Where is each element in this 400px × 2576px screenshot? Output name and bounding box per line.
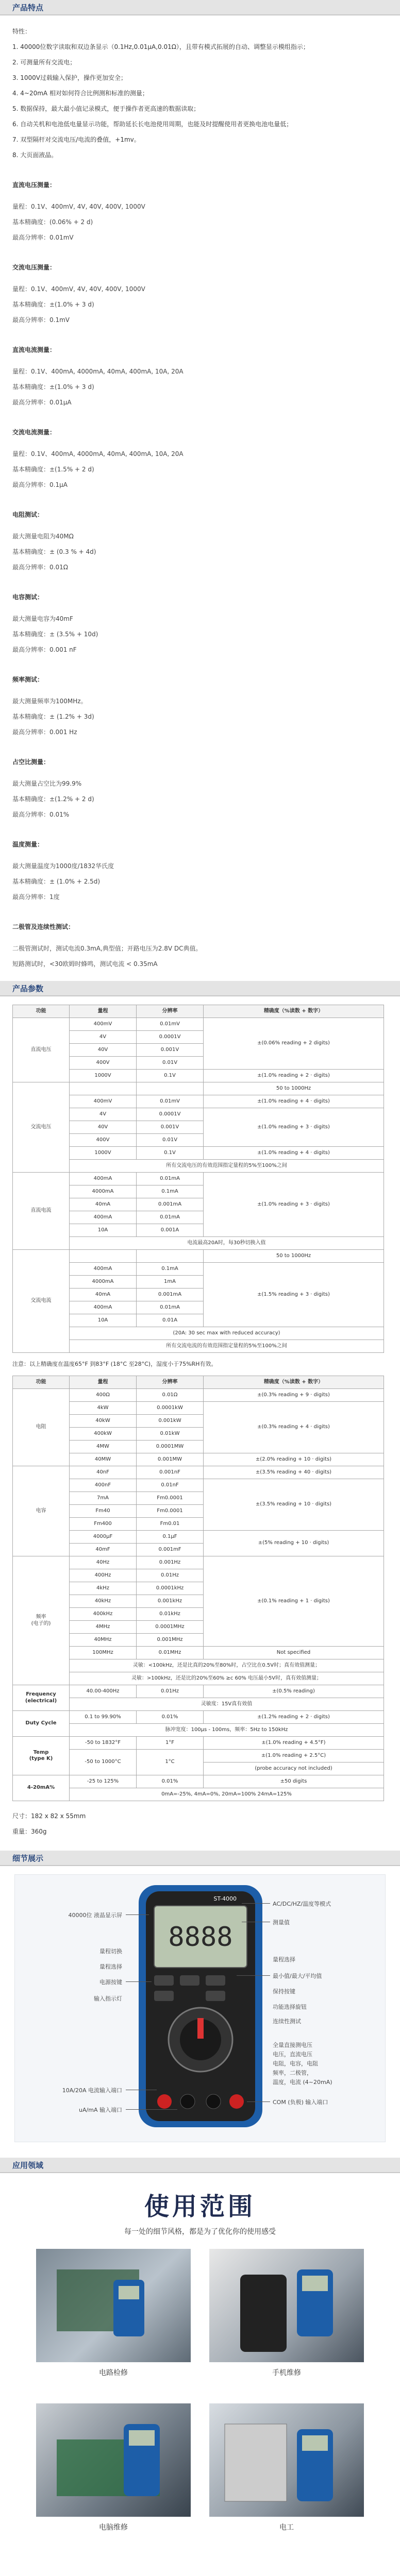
- res-cell: 0.001kW: [137, 1415, 204, 1428]
- res-cell: 0.1μF: [137, 1531, 204, 1544]
- res-cell: 0.01mV: [137, 1018, 204, 1031]
- spec-title: 占空比测量：: [12, 758, 50, 766]
- table-row: [13, 1018, 384, 1031]
- res-cell: Fm0.0001: [137, 1505, 204, 1518]
- range-cell: 4V: [70, 1108, 137, 1121]
- callout: 全量直接测电压: [273, 2042, 312, 2048]
- svg-text:8888: 8888: [168, 1922, 233, 1953]
- callout-line: [242, 1903, 270, 1904]
- range-cell: -50 to 1832°F: [70, 1737, 137, 1750]
- callout-line: [126, 2109, 177, 2110]
- res-cell: 0.01V: [137, 1134, 204, 1147]
- res-cell: 0.0001V: [137, 1031, 204, 1044]
- spec-line: 短路测试时，<30欧姆时蜂鸣，测试电流 < 0.35mA: [12, 960, 158, 968]
- app-card: [209, 2403, 364, 2532]
- spec-line: 最高分辨率：0.01%: [12, 811, 70, 818]
- note-cell: 灵敏度：15V真有效值: [70, 1698, 384, 1711]
- feature-line: 3. 1000V过载输入保护，操作更加安全；: [12, 74, 127, 81]
- spec-group-dca: [0, 342, 400, 410]
- callout: 电阻，电容，电阻: [273, 2060, 318, 2067]
- range-cell: Fm400: [70, 1518, 137, 1531]
- table-row: [13, 1737, 384, 1750]
- res-cell: 0.001V: [137, 1121, 204, 1134]
- acc-cell: ±(1.0% reading + 4 · digits): [204, 1095, 384, 1108]
- apps-banner: [0, 2181, 400, 2236]
- table-row: [13, 1685, 384, 1698]
- size-line: 尺寸：182 x 82 x 55mm: [12, 1812, 86, 1820]
- table-row: [13, 1711, 384, 1724]
- spec-line: 基本精确度：±(1.0% + 3 d): [12, 383, 94, 391]
- spec-group-temp: [0, 837, 400, 905]
- res-cell: 0.01Hz: [137, 1569, 204, 1582]
- app-image: [209, 2403, 364, 2517]
- res-cell: 0.01mV: [137, 1095, 204, 1108]
- app-card: [36, 2403, 191, 2532]
- callout: 测量值: [273, 1919, 290, 1926]
- spec-line: 基本精确度：±(1.0% + 3 d): [12, 301, 94, 308]
- acc-cell: Not specified: [204, 1647, 384, 1659]
- range-cell: 400kW: [70, 1428, 137, 1440]
- res-cell: 1°C: [137, 1750, 204, 1775]
- callout: 频率，二极管，: [273, 2070, 312, 2076]
- table-row: [13, 1250, 384, 1263]
- range-cell: 4MHz: [70, 1621, 137, 1634]
- range-cell: 40MHz: [70, 1634, 137, 1647]
- params-table-1: [12, 1005, 384, 1353]
- apps-big-title: 使用范围: [144, 2192, 256, 2221]
- spec-line: 最高分辨率：0.1mV: [12, 316, 70, 324]
- note-cell: 脉冲宽度：100μs - 100ms，频率：5Hz to 150kHz: [70, 1724, 384, 1737]
- func-cell: 电阻: [13, 1389, 70, 1466]
- res-cell: 0.01A: [137, 1314, 204, 1327]
- range-cell: 400mV: [70, 1018, 137, 1031]
- brand-label: ST-4000: [213, 1895, 237, 1902]
- table-row: [13, 1173, 384, 1185]
- range-cell: 400Ω: [70, 1389, 137, 1402]
- detail-title: 细节展示: [12, 1853, 44, 1863]
- range-cell: 40kW: [70, 1415, 137, 1428]
- spec-line: 最大测量电容为40mF: [12, 615, 73, 622]
- features-header: [0, 0, 400, 15]
- spec-line: 基本精确度：±(1.5% + 2 d): [12, 466, 94, 473]
- apps-header: [0, 2158, 400, 2173]
- callout-line: [126, 1981, 152, 1982]
- table-row: [13, 1466, 384, 1479]
- spec-title: 二极管及连续性测试：: [12, 923, 75, 930]
- range-cell: 7mA: [70, 1492, 137, 1505]
- spec-line: 最高分辨率：0.01mV: [12, 234, 74, 241]
- spec-group-aca: [0, 425, 400, 493]
- table-row: [13, 1556, 384, 1569]
- res-cell: 0.001MW: [137, 1453, 204, 1466]
- range-cell: 400Hz: [70, 1569, 137, 1582]
- res-cell: 0.001Hz: [137, 1556, 204, 1569]
- res-cell: 1°F: [137, 1737, 204, 1750]
- res-cell: 0.001mA: [137, 1198, 204, 1211]
- range-cell: 40V: [70, 1044, 137, 1057]
- feature-line: 1. 40000位数字读取和双边条显示（0.1Hz,0.01μA,0.01Ω），且带有模式拓展的自动、调整显示模组指示；: [12, 43, 309, 50]
- params-table-2: [12, 1376, 384, 1801]
- spec-group-resistance: [0, 507, 400, 575]
- res-cell: 0.001V: [137, 1044, 204, 1057]
- func-cell: 交流电压: [13, 1082, 70, 1173]
- acc-cell: ±(1.2% reading + 2 · digits): [204, 1711, 384, 1724]
- col-header: 分辨率: [137, 1376, 204, 1389]
- col-header: 精确度（%读数 + 数字）: [204, 1376, 384, 1389]
- res-cell: Fm0.01: [137, 1518, 204, 1531]
- res-cell: 0.001nF: [137, 1466, 204, 1479]
- acc-cell: ±(1.0% reading + 3 · digits): [204, 1108, 384, 1147]
- features-lead: 特性：: [12, 28, 31, 35]
- res-cell: 0.1mA: [137, 1185, 204, 1198]
- spec-line: 量程：0.1V、400mA, 4000mA, 40mA, 400mA, 10A, 20A: [12, 450, 184, 457]
- res-cell: 0.01nF: [137, 1479, 204, 1492]
- res-cell: 0.001mF: [137, 1544, 204, 1556]
- func-cell: 频率 (电子的): [13, 1556, 70, 1685]
- res-cell: 0.01%: [137, 1711, 204, 1724]
- range-cell: 40V: [70, 1121, 137, 1134]
- note-cell: 所有交流电流的有效范围指定量程的5%至100%之间: [70, 1340, 384, 1353]
- accuracy-note: 注意：以上精确度在温度65°F 到83°F (18°C 至28°C)，湿度小于75%RH有效。: [12, 1361, 217, 1367]
- res-cell: 0.1mA: [137, 1263, 204, 1276]
- res-cell: 0.01mA: [137, 1301, 204, 1314]
- acc-cell: ±(1.0% reading + 3 · digits): [204, 1173, 384, 1237]
- range-cell: 40mA: [70, 1289, 137, 1301]
- res-cell: 0.01mA: [137, 1173, 204, 1185]
- callout-line: [126, 1914, 149, 1915]
- callout: 输入指示灯: [94, 1995, 122, 2002]
- acc-cell: ±(0.5% reading): [204, 1685, 384, 1698]
- callout: 量程切换: [99, 1948, 122, 1955]
- spec-line: 最大测量频率为100MHz。: [12, 698, 87, 705]
- spec-line: 基本精确度：±(1.2% + 2 d): [12, 795, 94, 803]
- range-cell: 4000μF: [70, 1531, 137, 1544]
- table-header-row: [13, 1005, 384, 1018]
- range-cell: 1000V: [70, 1147, 137, 1160]
- res-cell: 0.0001MW: [137, 1440, 204, 1453]
- res-cell: 0.0001kHz: [137, 1582, 204, 1595]
- range-cell: 40mA: [70, 1198, 137, 1211]
- spec-line: 最高分辨率：0.01μA: [12, 399, 72, 406]
- spec-groups: [0, 177, 400, 972]
- range-cell: 40MW: [70, 1453, 137, 1466]
- note-cell: 电流最高20A时，每30秒切换入值: [70, 1237, 384, 1250]
- spec-line: 最高分辨率：0.01Ω: [12, 564, 68, 571]
- col-header: 精确度（%读数 + 数字）: [204, 1005, 384, 1018]
- params-header: [0, 981, 400, 996]
- callout: 连续性测试: [273, 2018, 301, 2025]
- spec-line: 基本精确度：± (3.5% + 10d): [12, 631, 98, 638]
- app-caption: 电路检修: [99, 2369, 128, 2377]
- callout: 电源按键: [99, 1979, 122, 1986]
- app-image: [209, 2249, 364, 2362]
- acc-cell: ±(3.5% reading + 10 · digits): [204, 1479, 384, 1531]
- dimensions: [0, 1808, 400, 1839]
- range-cell: 400mV: [70, 1095, 137, 1108]
- app-image: [36, 2249, 191, 2362]
- callout-line: [237, 1975, 270, 1976]
- spec-group-acv: [0, 260, 400, 328]
- spec-line: 量程：0.1V、400mV, 4V, 40V, 400V, 1000V: [12, 285, 145, 293]
- spec-group-diode: [0, 919, 400, 972]
- acc-cell: ±(1.0% reading + 4.5°F): [204, 1737, 384, 1750]
- callout: 保持按键: [273, 1988, 295, 1995]
- range-cell: 400kHz: [70, 1608, 137, 1621]
- range-cell: 4kHz: [70, 1582, 137, 1595]
- res-cell: 0.01kHz: [137, 1608, 204, 1621]
- spec-title: 电阻测试：: [12, 511, 44, 518]
- spec-line: 基本精确度：± (1.2% + 3d): [12, 713, 94, 720]
- spec-line: 量程：0.1V、400mV, 4V, 40V, 400V, 1000V: [12, 203, 145, 210]
- res-cell: 0.01MHz: [137, 1647, 204, 1659]
- range-cell: 4V: [70, 1031, 137, 1044]
- acc-cell: ±(2.0% reading + 10 · digits): [204, 1453, 384, 1466]
- res-cell: 0.0001MHz: [137, 1621, 204, 1634]
- spec-line: 最高分辨率：0.001 nF: [12, 646, 77, 653]
- spec-title: 温度测量：: [12, 841, 44, 848]
- feature-line: 2. 可测量所有交流电；: [12, 59, 76, 66]
- app-caption: 电脑维修: [99, 2523, 128, 2532]
- spec-line: 最高分辨率：0.1μA: [12, 481, 68, 488]
- res-cell: 0.01Hz: [137, 1685, 204, 1698]
- app-image: [36, 2403, 191, 2517]
- spec-line: 最高分辨率：1度: [12, 893, 60, 901]
- func-cell: Temp (type K): [13, 1737, 70, 1775]
- res-cell: 0.001mA: [137, 1289, 204, 1301]
- res-cell: 0.01V: [137, 1057, 204, 1070]
- spec-group-frequency: [0, 672, 400, 740]
- acc-cell: ±(0.1% reading + 1 · digits): [204, 1556, 384, 1647]
- range-cell: 400nF: [70, 1479, 137, 1492]
- func-cell: 直流电流: [13, 1173, 70, 1250]
- acc-cell: ±(1.0% reading + 2 · digits): [204, 1070, 384, 1082]
- func-cell: 交流电流: [13, 1250, 70, 1353]
- apps-subtitle: 每一处的细节风格，都是为了优化你的使用感受: [124, 2228, 276, 2236]
- table-row: [13, 1389, 384, 1402]
- range-cell: -50 to 1000°C: [70, 1750, 137, 1775]
- acc-cell: ±(1.0% reading + 4 · digits): [204, 1147, 384, 1160]
- res-cell: Fm0.0001: [137, 1492, 204, 1505]
- col-header: 量程: [70, 1376, 137, 1389]
- range-cell: 40.00-400Hz: [70, 1685, 137, 1698]
- apps-grid: [0, 2249, 400, 2576]
- spec-line: 最大测量电阻为40MΩ: [12, 533, 74, 540]
- spec-line: 量程：0.1V、400mA, 4000mA, 40mA, 400mA, 10A, 20A: [12, 368, 184, 375]
- features-title: 产品特点: [12, 3, 44, 12]
- callout: 功能选择旋钮: [273, 2004, 307, 2010]
- app-caption: 电工: [279, 2523, 294, 2532]
- feature-line: 8. 大页面液晶。: [12, 151, 58, 159]
- callout: AC/DC/HZ/温度等模式: [273, 1901, 331, 1907]
- range-cell: 400mA: [70, 1173, 137, 1185]
- func-cell: 4-20mA%: [13, 1775, 70, 1801]
- table-row: [13, 1775, 384, 1788]
- weight-line: 重量：360g: [12, 1828, 47, 1835]
- spec-group-dcv: [0, 177, 400, 245]
- apps-title: 应用领域: [12, 2160, 44, 2170]
- range-cell: 1000V: [70, 1070, 137, 1082]
- func-cell: 直流电压: [13, 1018, 70, 1082]
- acc-cell: ±(0.3% reading + 4 · digits): [204, 1402, 384, 1453]
- feature-line: 4. 4~20mA 相对如何符合比例测和标准的测量；: [12, 90, 148, 97]
- spec-title: 交流电流测量：: [12, 429, 56, 436]
- freq-cell: 50 to 1000Hz: [204, 1082, 384, 1095]
- spec-line: 基本精确度：(0.06% + 2 d): [12, 218, 93, 226]
- table-row: [13, 1082, 384, 1095]
- spec-line: 最大测量温度为1000度/1832华氏度: [12, 862, 114, 870]
- range-cell: 0.1 to 99.90%: [70, 1711, 137, 1724]
- feature-line: 6. 自动关机和电池低电量显示功能，帮助延长长电池使用周期，也能及时提醒使用者更换电池电量低；: [12, 121, 293, 128]
- range-cell: 100MHz: [70, 1647, 137, 1659]
- note-cell: (20A: 30 sec max with reduced accuracy): [70, 1327, 384, 1340]
- range-cell: 4MW: [70, 1440, 137, 1453]
- acc-cell: ±(1.0% reading + 2.5°C): [204, 1750, 384, 1762]
- freq-cell: 50 to 1000Hz: [204, 1250, 384, 1263]
- res-cell: 0.001kHz: [137, 1595, 204, 1608]
- range-cell: 400V: [70, 1057, 137, 1070]
- spec-line: 基本精确度：± (1.0% + 2.5d): [12, 878, 101, 885]
- range-cell: 400mA: [70, 1211, 137, 1224]
- spec-line: 最大测量占空比为99.9%: [12, 780, 82, 787]
- range-cell: 4000mA: [70, 1276, 137, 1289]
- spec-title: 直流电压测量：: [12, 181, 56, 189]
- range-cell: 40kHz: [70, 1595, 137, 1608]
- func-cell: Frequency (electrical): [13, 1685, 70, 1711]
- range-cell: -25 to 125%: [70, 1775, 137, 1788]
- spec-title: 电容测试：: [12, 594, 44, 601]
- table-header-row: [13, 1376, 384, 1389]
- acc-cell: ±(0.3% reading + 9 · digits): [204, 1389, 384, 1402]
- spec-title: 交流电压测量：: [12, 264, 56, 271]
- callout: COM (负极) 输入端口: [273, 2099, 328, 2106]
- app-card: [209, 2249, 364, 2378]
- res-cell: 0.01Ω: [137, 1389, 204, 1402]
- range-cell: 4kW: [70, 1402, 137, 1415]
- func-cell: Duty Cycle: [13, 1711, 70, 1737]
- spec-line: 二极管测试时，测试电流0.3mA,典型值；开路电压为2.8V DC典值。: [12, 945, 202, 952]
- callout: 温度，电流 (4~20mA): [273, 2079, 332, 2086]
- feature-line: 5. 数据保持，最大最小值记录模式，便于操作者更高速的数据读取；: [12, 105, 200, 112]
- note-cell: (probe accuracy not included): [204, 1762, 384, 1775]
- spec-title: 直流电流测量：: [12, 346, 56, 353]
- app-caption: 手机维修: [272, 2369, 301, 2377]
- note-cell: 灵敏：<100kHz，还是比真的20%至80%时，占空比在0.5V时；真有效值测量；: [70, 1659, 384, 1672]
- feature-line: 7. 双型隔杆对交流电压/电流的叠值，+1mv。: [12, 136, 140, 143]
- range-cell: 40nF: [70, 1466, 137, 1479]
- acc-cell: ±(3.5% reading + 40 · digits): [204, 1466, 384, 1479]
- callout: 量程选择: [99, 1963, 122, 1970]
- callout: 10A/20A 电流输入端口: [62, 2087, 122, 2094]
- features-list: [0, 24, 400, 163]
- col-header: 功能: [13, 1376, 70, 1389]
- range-cell: 400V: [70, 1134, 137, 1147]
- res-cell: 0.1V: [137, 1147, 204, 1160]
- col-header: 功能: [13, 1005, 70, 1018]
- res-cell: 0.1V: [137, 1070, 204, 1082]
- acc-cell: ±(5% reading + 10 · digits): [204, 1531, 384, 1556]
- res-cell: 1mA: [137, 1276, 204, 1289]
- params-title: 产品参数: [12, 984, 44, 993]
- callout: 量程选择: [273, 1956, 295, 1963]
- detail-header: [0, 1851, 400, 1866]
- res-cell: 0.0001V: [137, 1108, 204, 1121]
- callout: uA/mA 输入端口: [79, 2107, 122, 2113]
- range-cell: 10A: [70, 1224, 137, 1237]
- note-cell: 所有交流电压的有效范围指定量程的5%至100%之间: [70, 1160, 384, 1173]
- col-header: 分辨率: [137, 1005, 204, 1018]
- spec-title: 频率测试：: [12, 676, 44, 683]
- res-cell: 0.001MHz: [137, 1634, 204, 1647]
- res-cell: 0.01kW: [137, 1428, 204, 1440]
- detail-image: [14, 1874, 386, 2142]
- col-header: 量程: [70, 1005, 137, 1018]
- acc-cell: ±(0.06% reading + 2 digits): [204, 1018, 384, 1070]
- spec-group-duty: [0, 754, 400, 822]
- range-cell: Fm40: [70, 1505, 137, 1518]
- res-cell: 0.001A: [137, 1224, 204, 1237]
- spec-line: 最高分辨率：0.001 Hz: [12, 728, 77, 736]
- app-card: [36, 2249, 191, 2378]
- callout: 最小值/最大/平均值: [273, 1973, 322, 1979]
- range-cell: 40Hz: [70, 1556, 137, 1569]
- func-cell: 电容: [13, 1466, 70, 1556]
- note-cell: 灵敏：>100kHz，还是比的20%至60% ≥c 60% 电压最小5V时，真有效值测量；: [70, 1672, 384, 1685]
- spec-group-capacitance: [0, 589, 400, 657]
- range-cell: 10A: [70, 1314, 137, 1327]
- acc-cell: ±50 digits: [204, 1775, 384, 1788]
- range-cell: 4000mA: [70, 1185, 137, 1198]
- acc-cell: ±(1.5% reading + 3 · digits): [204, 1263, 384, 1327]
- callout: 电压，直流电压: [273, 2051, 312, 2058]
- note-cell: 0mA=-25%, 4mA=0%, 20mA=100% 24mA=125%: [70, 1788, 384, 1801]
- range-cell: 40mF: [70, 1544, 137, 1556]
- res-cell: 0.01mA: [137, 1211, 204, 1224]
- range-cell: 400mA: [70, 1301, 137, 1314]
- res-cell: 0.0001kW: [137, 1402, 204, 1415]
- res-cell: 0.01%: [137, 1775, 204, 1788]
- spec-line: 基本精确度：± (0.3 % + 4d): [12, 548, 96, 555]
- range-cell: 400mA: [70, 1263, 137, 1276]
- callout: 40000位 液晶显示屏: [68, 1912, 122, 1919]
